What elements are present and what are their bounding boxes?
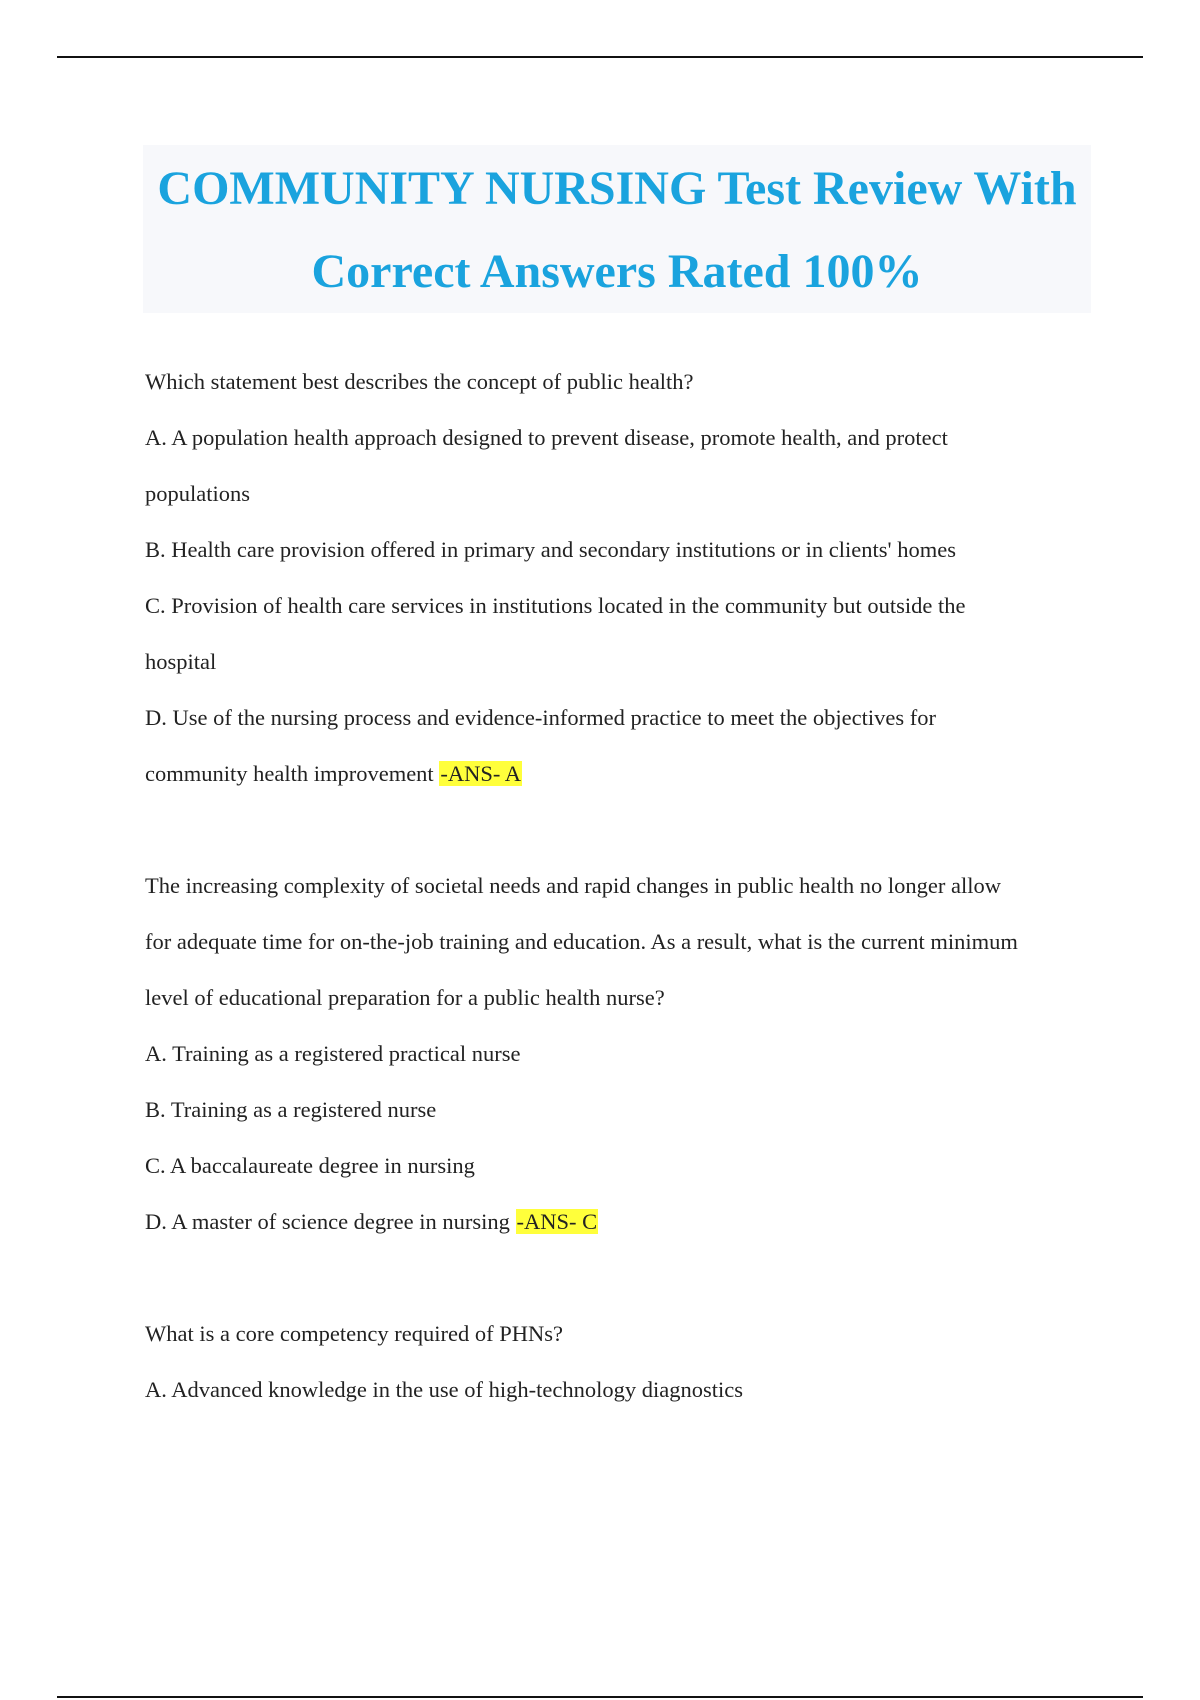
option-d-continued [145,746,1105,802]
option-a: A. Advanced knowledge in the use of high-technology diagnostics [145,1377,743,1402]
option-a-continued: populations [145,481,250,506]
bottom-rule [57,1696,1143,1698]
question-gap [145,802,1105,858]
question-text: What is a core competency required of PHNs? [145,1321,563,1346]
option-c: C. Provision of health care services in institutions located in the community but outside the [145,593,966,618]
question-text: Which statement best describes the concept of public health? [145,369,694,394]
option-b: B. Health care provision offered in primary and secondary institutions or in clients' homes [145,537,956,562]
option-a: A. A population health approach designed to prevent disease, promote health, and protect [145,425,948,450]
option-d: D. Use of the nursing process and evidence-informed practice to meet the objectives for [145,705,936,730]
option-b: B. Training as a registered nurse [145,1097,437,1122]
option-c: C. A baccalaureate degree in nursing [145,1153,475,1178]
question-block-2 [145,858,1105,1250]
question-gap [145,1250,1105,1306]
question-text-continued: level of educational preparation for a public health nurse? [145,985,665,1010]
answer-highlight: -ANS- A [440,761,521,786]
option-d-text: community health improvement [145,761,440,786]
question-text-continued: for adequate time for on-the-job training and education. As a result, what is the current minimum [145,929,1018,954]
question-block-3 [145,1306,1105,1418]
option-d [145,1194,1105,1250]
document-body [145,354,1105,1418]
title-line-1: COMMUNITY NURSING Test Review With [157,162,1077,215]
title-line-2: Correct Answers Rated 100% [311,245,923,298]
option-d-text: D. A master of science degree in nursing [145,1209,516,1234]
option-a: A. Training as a registered practical nurse [145,1041,521,1066]
top-rule [57,56,1143,58]
question-text: The increasing complexity of societal needs and rapid changes in public health no longer allow [145,873,1001,898]
option-c-continued: hospital [145,649,217,674]
document-title [143,145,1091,313]
answer-highlight: -ANS- C [516,1209,598,1234]
question-block-1 [145,354,1105,802]
